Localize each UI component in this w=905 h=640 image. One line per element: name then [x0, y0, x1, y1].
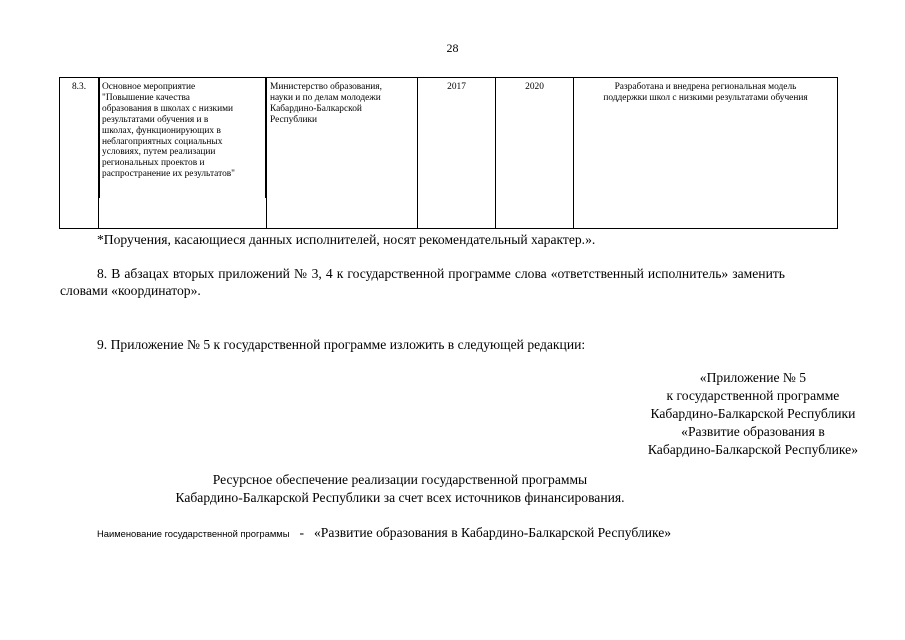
page-number: 28	[446, 41, 459, 55]
measure-name-line: школах, функционирующих в	[102, 125, 221, 136]
executor-line: Республики	[270, 114, 318, 125]
measure-name-line: региональных проектов и	[102, 158, 205, 169]
section-heading-line: Кабардино-Балкарской Республики за счет всех источников финансирования.	[175, 490, 625, 505]
appendix-line: Кабардино-Балкарской Республики	[650, 406, 856, 421]
program-name-line	[97, 524, 671, 542]
start-year-cell	[418, 78, 496, 229]
measure-name-line: неблагоприятных социальных	[102, 136, 223, 147]
appendix-line: к государственной программе	[666, 388, 840, 403]
executor-line: Кабардино-Балкарской	[270, 103, 362, 114]
appendix-line: «Развитие образования в	[681, 424, 825, 439]
end-year-cell	[496, 78, 574, 229]
measure-name-box	[99, 78, 266, 198]
footnote: *Поручения, касающиеся данных исполнителей, носят рекомендательный характер.».	[97, 232, 596, 247]
start-year: 2017	[447, 82, 466, 92]
measure-name-cell	[99, 78, 267, 229]
result-line: поддержки школ с низкими результатами обучения	[603, 92, 808, 103]
appendix-line: «Приложение № 5	[699, 370, 807, 385]
executor-line: Министерство образования,	[270, 82, 382, 92]
measure-name-line: образования в школах с низкими	[102, 103, 234, 114]
row-number: 8.3.	[71, 82, 87, 92]
program-name-dash: -	[299, 525, 304, 540]
executor-cell	[267, 78, 418, 229]
table-row	[60, 78, 838, 229]
measure-name-line: распространение их результатов"	[102, 169, 236, 180]
row-number-cell	[60, 78, 99, 229]
appendix-line: Кабардино-Балкарской Республике»	[647, 442, 858, 457]
section-heading-line: Ресурсное обеспечение реализации государственной программы	[212, 472, 588, 487]
end-year: 2020	[525, 82, 544, 92]
program-name-label: Наименование государственной программы	[97, 528, 290, 539]
measure-name-line: результатами обучения и в	[102, 114, 209, 125]
section-heading	[120, 471, 680, 507]
measure-name-line: "Повышение качества	[102, 92, 190, 103]
program-name-value: «Развитие образования в Кабардино-Балкарской Республике»	[313, 525, 672, 540]
measures-table	[59, 77, 838, 229]
measure-name-line: Основное мероприятие	[102, 82, 196, 92]
result-cell	[574, 78, 838, 229]
appendix-header	[648, 369, 858, 459]
result-line: Разработана и внедрена региональная модель	[614, 82, 797, 92]
executor-line: науки и по делам молодежи	[270, 92, 381, 103]
paragraph-9: 9. Приложение № 5 к государственной программе изложить в следующей редакции:	[97, 337, 586, 352]
measure-name-line: условиях, путем реализации	[102, 147, 216, 158]
paragraph-8: 8. В абзацах вторых приложений № 3, 4 к государственной программе слова «ответственный исполнитель» заменить словами «координатор».	[60, 266, 785, 298]
